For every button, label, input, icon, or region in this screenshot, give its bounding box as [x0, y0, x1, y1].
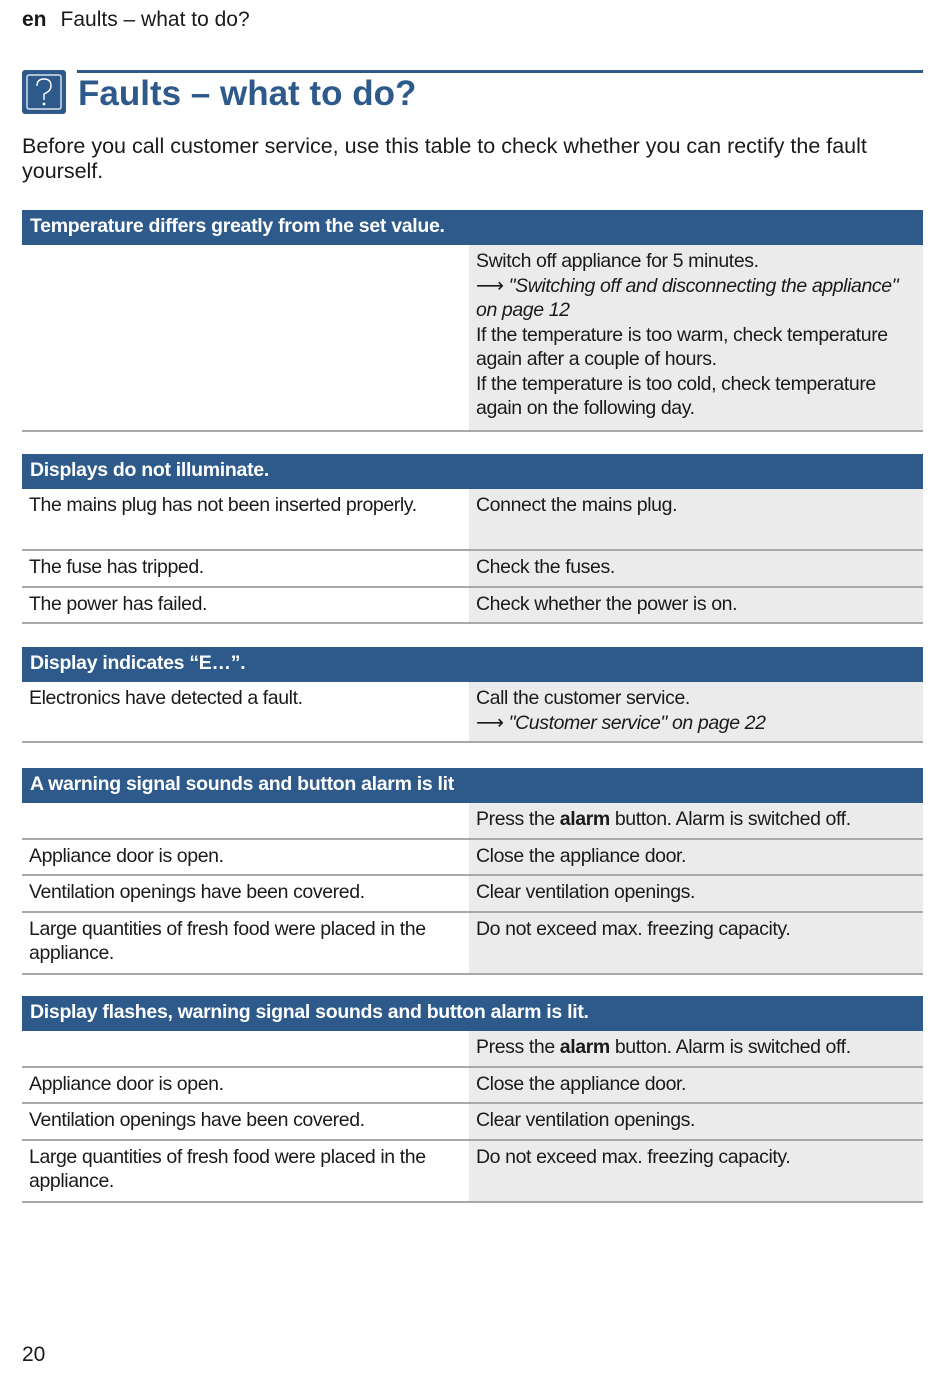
remedy-cell: Close the appliance door. — [469, 1068, 923, 1103]
remedy-cell: Connect the mains plug. — [469, 489, 923, 549]
table-row — [22, 489, 923, 551]
page-title-block — [22, 70, 923, 118]
remedy-cell: Check whether the power is on. — [469, 588, 923, 623]
reference-text: "Customer service" on page 22 — [508, 711, 766, 734]
arrow-right-icon: ⟶ — [476, 711, 504, 734]
cause-cell: The power has failed. — [29, 592, 208, 615]
cause-cell: Large quantities of fresh food were placed in the appliance. — [29, 1145, 426, 1192]
arrow-right-icon: ⟶ — [476, 274, 504, 297]
table-row — [22, 551, 923, 588]
remedy-text: Call the customer service. — [476, 687, 690, 709]
table-row — [22, 682, 923, 743]
table-row — [22, 245, 923, 432]
fault-section-display-error — [22, 647, 923, 743]
remedy-text: button. Alarm is switched off. — [609, 808, 851, 830]
remedy-cell — [469, 245, 923, 430]
cause-cell: Large quantities of fresh food were placed in the appliance. — [29, 917, 426, 964]
section-heading: Displays do not illuminate. — [22, 454, 923, 489]
cause-cell — [22, 245, 469, 430]
page-number: 20 — [22, 1343, 46, 1366]
remedy-cell — [469, 1031, 923, 1066]
fault-section-warning-signal — [22, 768, 923, 975]
table-row — [22, 803, 923, 840]
remedy-cell: Do not exceed max. freezing capacity. — [469, 913, 923, 973]
cause-cell — [22, 803, 469, 838]
remedy-cell — [469, 682, 923, 741]
remedy-cell: Close the appliance door. — [469, 840, 923, 875]
table-row — [22, 1068, 923, 1105]
remedy-text: Press the — [476, 808, 560, 830]
reference-text: "Switching off and disconnecting the appliance" on page 12 — [476, 274, 899, 321]
table-row — [22, 1104, 923, 1141]
alarm-button-label: alarm — [559, 808, 610, 830]
remedy-text: Switch off appliance for 5 minutes. — [476, 250, 759, 272]
remedy-text: If the temperature is too warm, check temperature again after a couple of hours. — [476, 323, 888, 370]
intro-paragraph: Before you call customer service, use this table to check whether you can rectify the fault yourself. — [22, 134, 867, 183]
cause-cell: Appliance door is open. — [29, 844, 224, 867]
remedy-text: If the temperature is too cold, check temperature again on the following day. — [476, 372, 876, 419]
fault-section-temperature — [22, 210, 923, 432]
cause-cell: Ventilation openings have been covered. — [29, 1109, 365, 1131]
page-title: Faults – what to do? — [78, 74, 417, 113]
table-row — [22, 588, 923, 625]
cause-cell — [22, 1031, 469, 1066]
cross-reference-link[interactable] — [476, 711, 916, 736]
cause-cell: The fuse has tripped. — [29, 556, 204, 578]
cause-cell: Electronics have detected a fault. — [29, 687, 303, 709]
remedy-cell: Do not exceed max. freezing capacity. — [469, 1141, 923, 1201]
fault-section-displays — [22, 454, 923, 624]
section-heading: A warning signal sounds and button alarm is lit — [22, 768, 923, 803]
table-row — [22, 840, 923, 877]
question-icon — [22, 70, 66, 114]
table-row — [22, 1031, 923, 1068]
remedy-cell: Clear ventilation openings. — [469, 1104, 923, 1139]
remedy-cell: Check the fuses. — [469, 551, 923, 586]
running-title: Faults – what to do? — [60, 8, 250, 31]
remedy-text: button. Alarm is switched off. — [609, 1036, 851, 1058]
table-row — [22, 876, 923, 913]
language-code: en — [22, 8, 47, 31]
remedy-cell: Clear ventilation openings. — [469, 876, 923, 911]
section-heading: Display flashes, warning signal sounds and button alarm is lit. — [22, 996, 923, 1031]
table-row — [22, 1141, 923, 1203]
remedy-text: Press the — [476, 1036, 560, 1058]
section-heading: Display indicates “E…”. — [22, 647, 923, 682]
remedy-cell — [469, 803, 923, 838]
title-rule — [77, 70, 923, 73]
section-heading: Temperature differs greatly from the set value. — [22, 210, 923, 245]
fault-section-display-flashes — [22, 996, 923, 1203]
cross-reference-link[interactable] — [476, 274, 916, 323]
alarm-button-label: alarm — [559, 1036, 610, 1058]
cause-cell: The mains plug has not been inserted properly. — [29, 494, 417, 516]
cause-cell: Ventilation openings have been covered. — [29, 881, 365, 903]
table-row — [22, 913, 923, 975]
running-header — [22, 8, 250, 32]
cause-cell: Appliance door is open. — [29, 1072, 224, 1095]
